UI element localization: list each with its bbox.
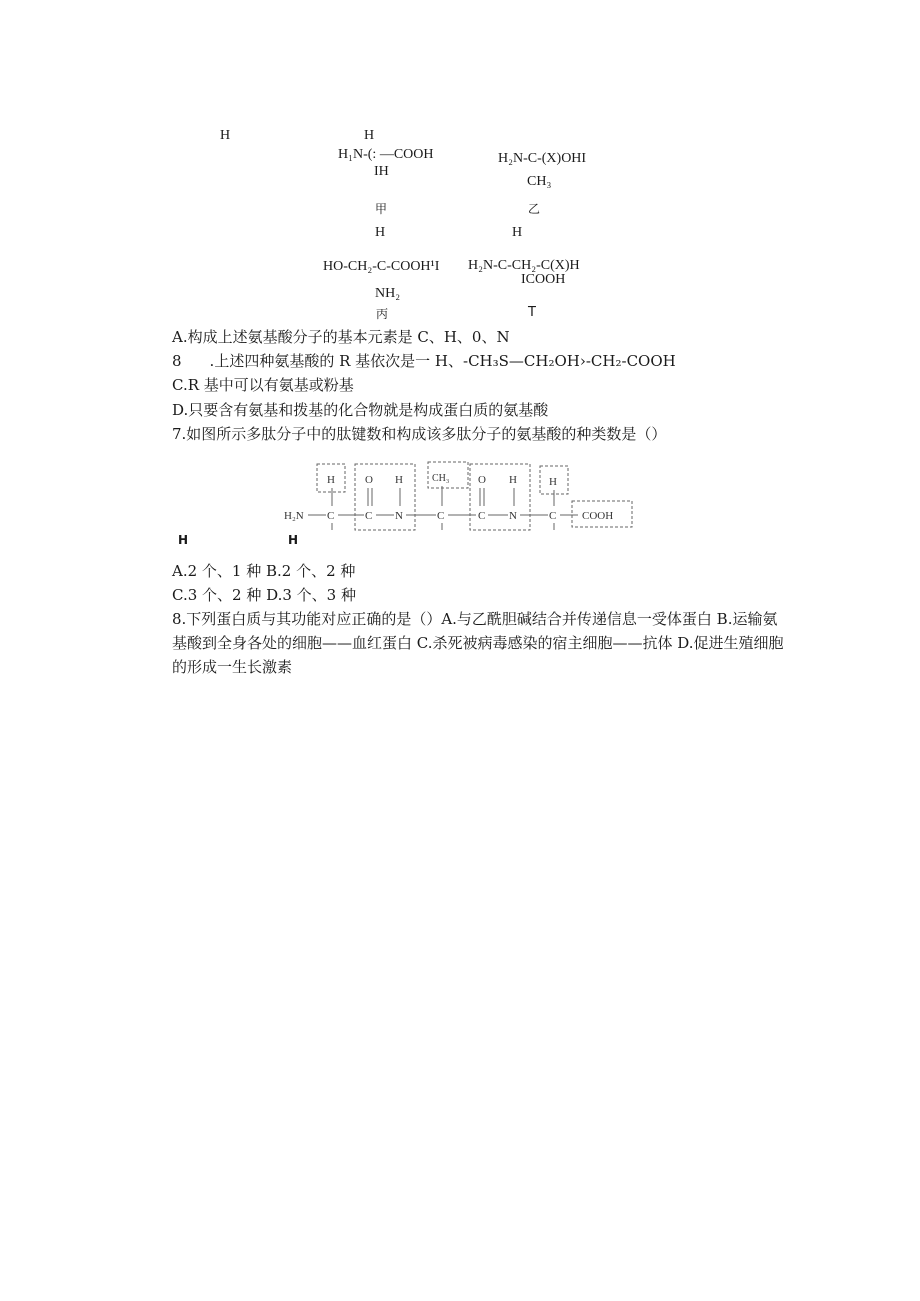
jia-formula: H₁N-(: —COOH [338, 147, 434, 162]
q6-option-c: C.R 基中可以有氨基或粉基 [172, 376, 354, 394]
bing-top-h: H [375, 225, 386, 240]
c-terminus: COOH [582, 510, 614, 522]
q8-text: 8.下列蛋白质与其功能对应正确的是（）A.与乙酰胆碱结合并传递信息一受体蛋白 B.运输氨基酸到全身各处的细胞——血红蛋白 C.杀死被病毒感染的宿主细胞——抗体 D.促进生殖细胞的形成一生长激素 [172, 610, 784, 676]
q6-option-d: D.只要含有氨基和拨基的化合物就是构成蛋白质的氨基酸 [172, 401, 549, 419]
ding-top-h: H [512, 225, 523, 240]
yi-label: 乙 [528, 202, 541, 216]
q6-option-a: A.构成上述氨基酸分子的基本元素是 C、H、0、N [172, 328, 510, 346]
carbonyl-carbon-2: C [478, 510, 486, 522]
r-group-3: H [549, 476, 557, 488]
ding-label: T [528, 305, 536, 320]
alpha-carbon-2: C [437, 510, 445, 522]
alpha-carbon-1: C [327, 510, 335, 522]
figure-below-h-left: H [178, 533, 189, 547]
q7-options-line-1: A.2 个、1 种 B.2 个、2 种 [172, 562, 356, 580]
yi-formula: H₂N-C-(X)OHI [498, 151, 587, 166]
carbonyl-carbon-1: C [365, 510, 373, 522]
n-terminus: H₂N [284, 510, 304, 522]
jia-bottom: IH [374, 164, 389, 179]
q6-option-b-number: 8 [172, 352, 182, 370]
amide-hydrogen-1: H [395, 474, 403, 486]
q6-option-b [172, 350, 676, 372]
jia-label: 甲 [375, 202, 388, 216]
r-group-2: CH₃ [432, 473, 450, 484]
figure-below-h-mid: H [288, 533, 299, 547]
bing-formula: HO-CH₂-C-COOH¹I [323, 259, 440, 274]
q7-options-line-2: C.3 个、2 种 D.3 个、3 种 [172, 586, 356, 604]
polypeptide-figure [280, 460, 640, 540]
bing-label: 丙 [376, 307, 389, 321]
yi-bottom: CH₃ [527, 174, 552, 189]
r-group-1: H [327, 474, 335, 486]
jia-top-h: H [364, 128, 375, 143]
ding-formula: H₂N-C-CH₂-C(X)H [468, 258, 580, 273]
q6-option-b-text: .上述四种氨基酸的 R 基依次是一 H、-CH₃S—CH₂OH›-CH₂-COOH [209, 352, 676, 370]
amide-hydrogen-2: H [509, 474, 517, 486]
alpha-carbon-3: C [549, 510, 557, 522]
ding-bottom: ICOOH [521, 272, 566, 287]
bing-bottom: NH₂ [375, 286, 401, 301]
peptide-bond-box-1 [355, 464, 415, 530]
carbonyl-oxygen-2: O [478, 474, 486, 486]
q7-stem: 7.如图所示多肽分子中的肽键数和构成该多肽分子的氨基酸的种类数是（） [172, 425, 667, 443]
amide-nitrogen-2: N [509, 510, 517, 522]
amide-nitrogen-1: N [395, 510, 403, 522]
carbonyl-oxygen-1: O [365, 474, 373, 486]
jia-top-h-left: H [220, 128, 231, 143]
